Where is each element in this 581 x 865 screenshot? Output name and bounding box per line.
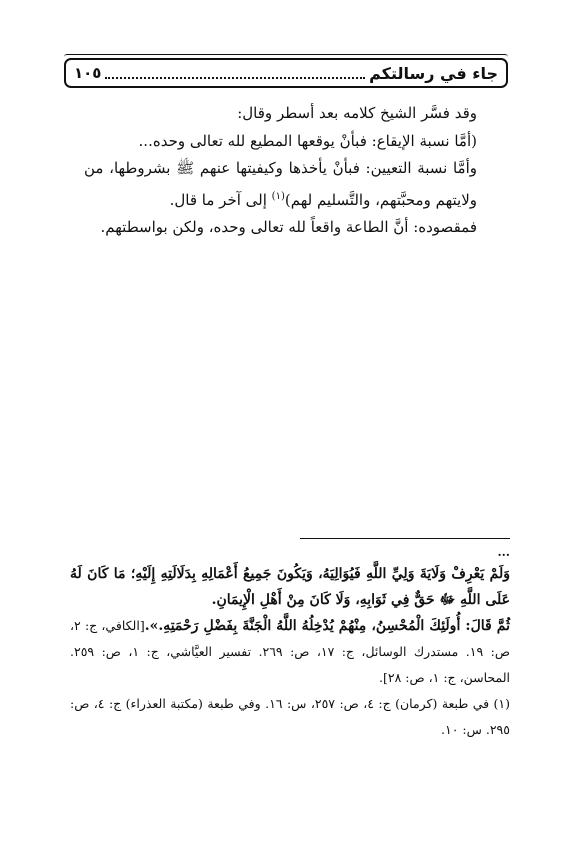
paragraph-1: وقد فسَّر الشيخ كلامه بعد أسطر وقال:: [237, 104, 477, 122]
footnote-quote-2-wrap: [70, 613, 510, 691]
footnote-divider: [300, 538, 510, 539]
footnotes: [70, 543, 510, 743]
header-dot-leader: [105, 67, 365, 79]
paragraph-3-text: وأمَّا نسبة التعيين: فبأنْ يأخذها وكيفيتها عنهم ﷺ بشروطها، من ولايتهم ومحبَّتهم، والتَّسليم لهم): [84, 159, 477, 209]
footnote-ref-1: (١): [271, 190, 285, 202]
header-title: جاء في رسالتكم: [369, 63, 498, 83]
running-header: [64, 58, 508, 88]
paragraph-3: [84, 155, 499, 214]
paragraph-4: فمقصوده: أنَّ الطاعة واقعاً لله تعالى وحده، ولكن بواسطتهم.: [100, 218, 477, 236]
page-number: ١٠٥: [74, 64, 102, 82]
paragraph-2: (أمَّا نسبة الإيقاع: فبأنْ يوقعها المطيع لله تعالى وحده...: [138, 131, 477, 150]
continuation-mark: ...: [497, 545, 510, 559]
footnote-reference: [الكافي، ج: ٢، ص: ١٩. مستدرك الوسائل، ج: ١٧، ص: ٢٦٩. تفسير العيَّاشي، ج: ١، ص: ٢٥٩. المحاسن، ج: ١، ص: ٢٨].: [70, 618, 510, 685]
footnote-1: (١) في طبعة (كرمان) ج: ٤، ص: ٢٥٧، س: ١٦. وفي طبعة (مكتبة العذراء) ج: ٤، ص: ٢٩٥. س: ١٠.: [70, 696, 510, 737]
footnote-quote-1: وَلَمْ يَعْرِفْ وَلَايَةَ وَلِيِّ اللَّهِ فَيُوَالِيَهُ، وَيَكُونَ جَمِيعُ أَعْمَالِهِ بِدَلَالَتِهِ إِلَيْهِ؛ مَا كَانَ لَهُ عَلَى اللَّهِ ﷻ حَقٌّ فِي ثَوَابِهِ، وَلَا كَانَ مِنْ أَهْلِ الْإِيمَانِ.: [70, 566, 510, 608]
main-text: [84, 100, 499, 242]
paragraph-3-end: إلى آخر ما قال.: [169, 190, 272, 209]
footnote-quote-2: ثُمَّ قَالَ: أُولَئِكَ الْمُحْسِنُ، مِنْهُمْ يُدْخِلُهُ اللَّهُ الْجَنَّةَ بِفَضْلِ رَحْمَتِهِ.».: [144, 618, 510, 634]
